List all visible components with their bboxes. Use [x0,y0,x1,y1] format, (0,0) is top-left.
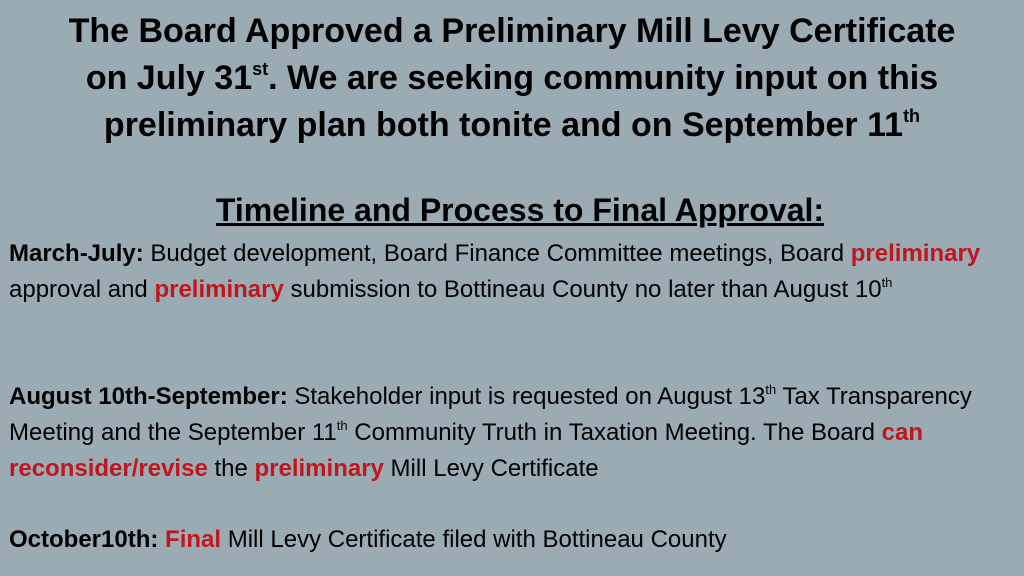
headline-line-1: The Board Approved a Preliminary Mill Levy Certificate [68,12,956,50]
aug-sep-text-2: Tax Transparency Meeting and the September 11 [9,383,972,446]
headline-sup-th: th [903,106,921,126]
march-july-text-1: Budget development, Board Finance Committee meetings, Board [143,240,851,267]
aug-sep-sup-2: th [336,418,348,433]
section-title: Timeline and Process to Final Approval: [215,192,825,228]
march-july-sup: th [881,275,893,290]
october-label: October10th: [9,526,159,553]
timeline-aug-sep [9,379,1021,487]
aug-sep-highlight-1: can reconsider/revise [9,419,924,482]
march-july-text-3: submission to Bottineau County no later than August 10 [283,276,882,303]
timeline-october [9,522,1021,558]
aug-sep-sup-1: th [765,382,777,397]
aug-sep-text-5: Mill Levy Certificate [383,455,599,482]
march-july-highlight-1: preliminary [850,240,981,267]
aug-sep-highlight-2: preliminary [254,455,384,482]
march-july-text-2: approval and [9,276,155,303]
timeline-march-july [9,236,1021,308]
headline-line-2b: . We are seeking community input on this [268,59,939,97]
aug-sep-label: August 10th-September: [9,383,288,410]
aug-sep-text-4: the [207,455,255,482]
october-text: Mill Levy Certificate filed with Bottineau County [221,526,727,553]
headline-line-2a: on July 31 [85,59,253,97]
headline-sup-st: st [252,59,269,79]
aug-sep-text-1: Stakeholder input is requested on August 13 [287,383,766,410]
march-july-label: March-July: [9,240,144,267]
headline-line-3: preliminary plan both tonite and on September 11 [103,106,904,144]
october-highlight: Final [165,526,222,553]
march-july-highlight-2: preliminary [154,276,284,303]
aug-sep-text-3: Community Truth in Taxation Meeting. The Board [347,419,882,446]
headline [0,8,1024,149]
